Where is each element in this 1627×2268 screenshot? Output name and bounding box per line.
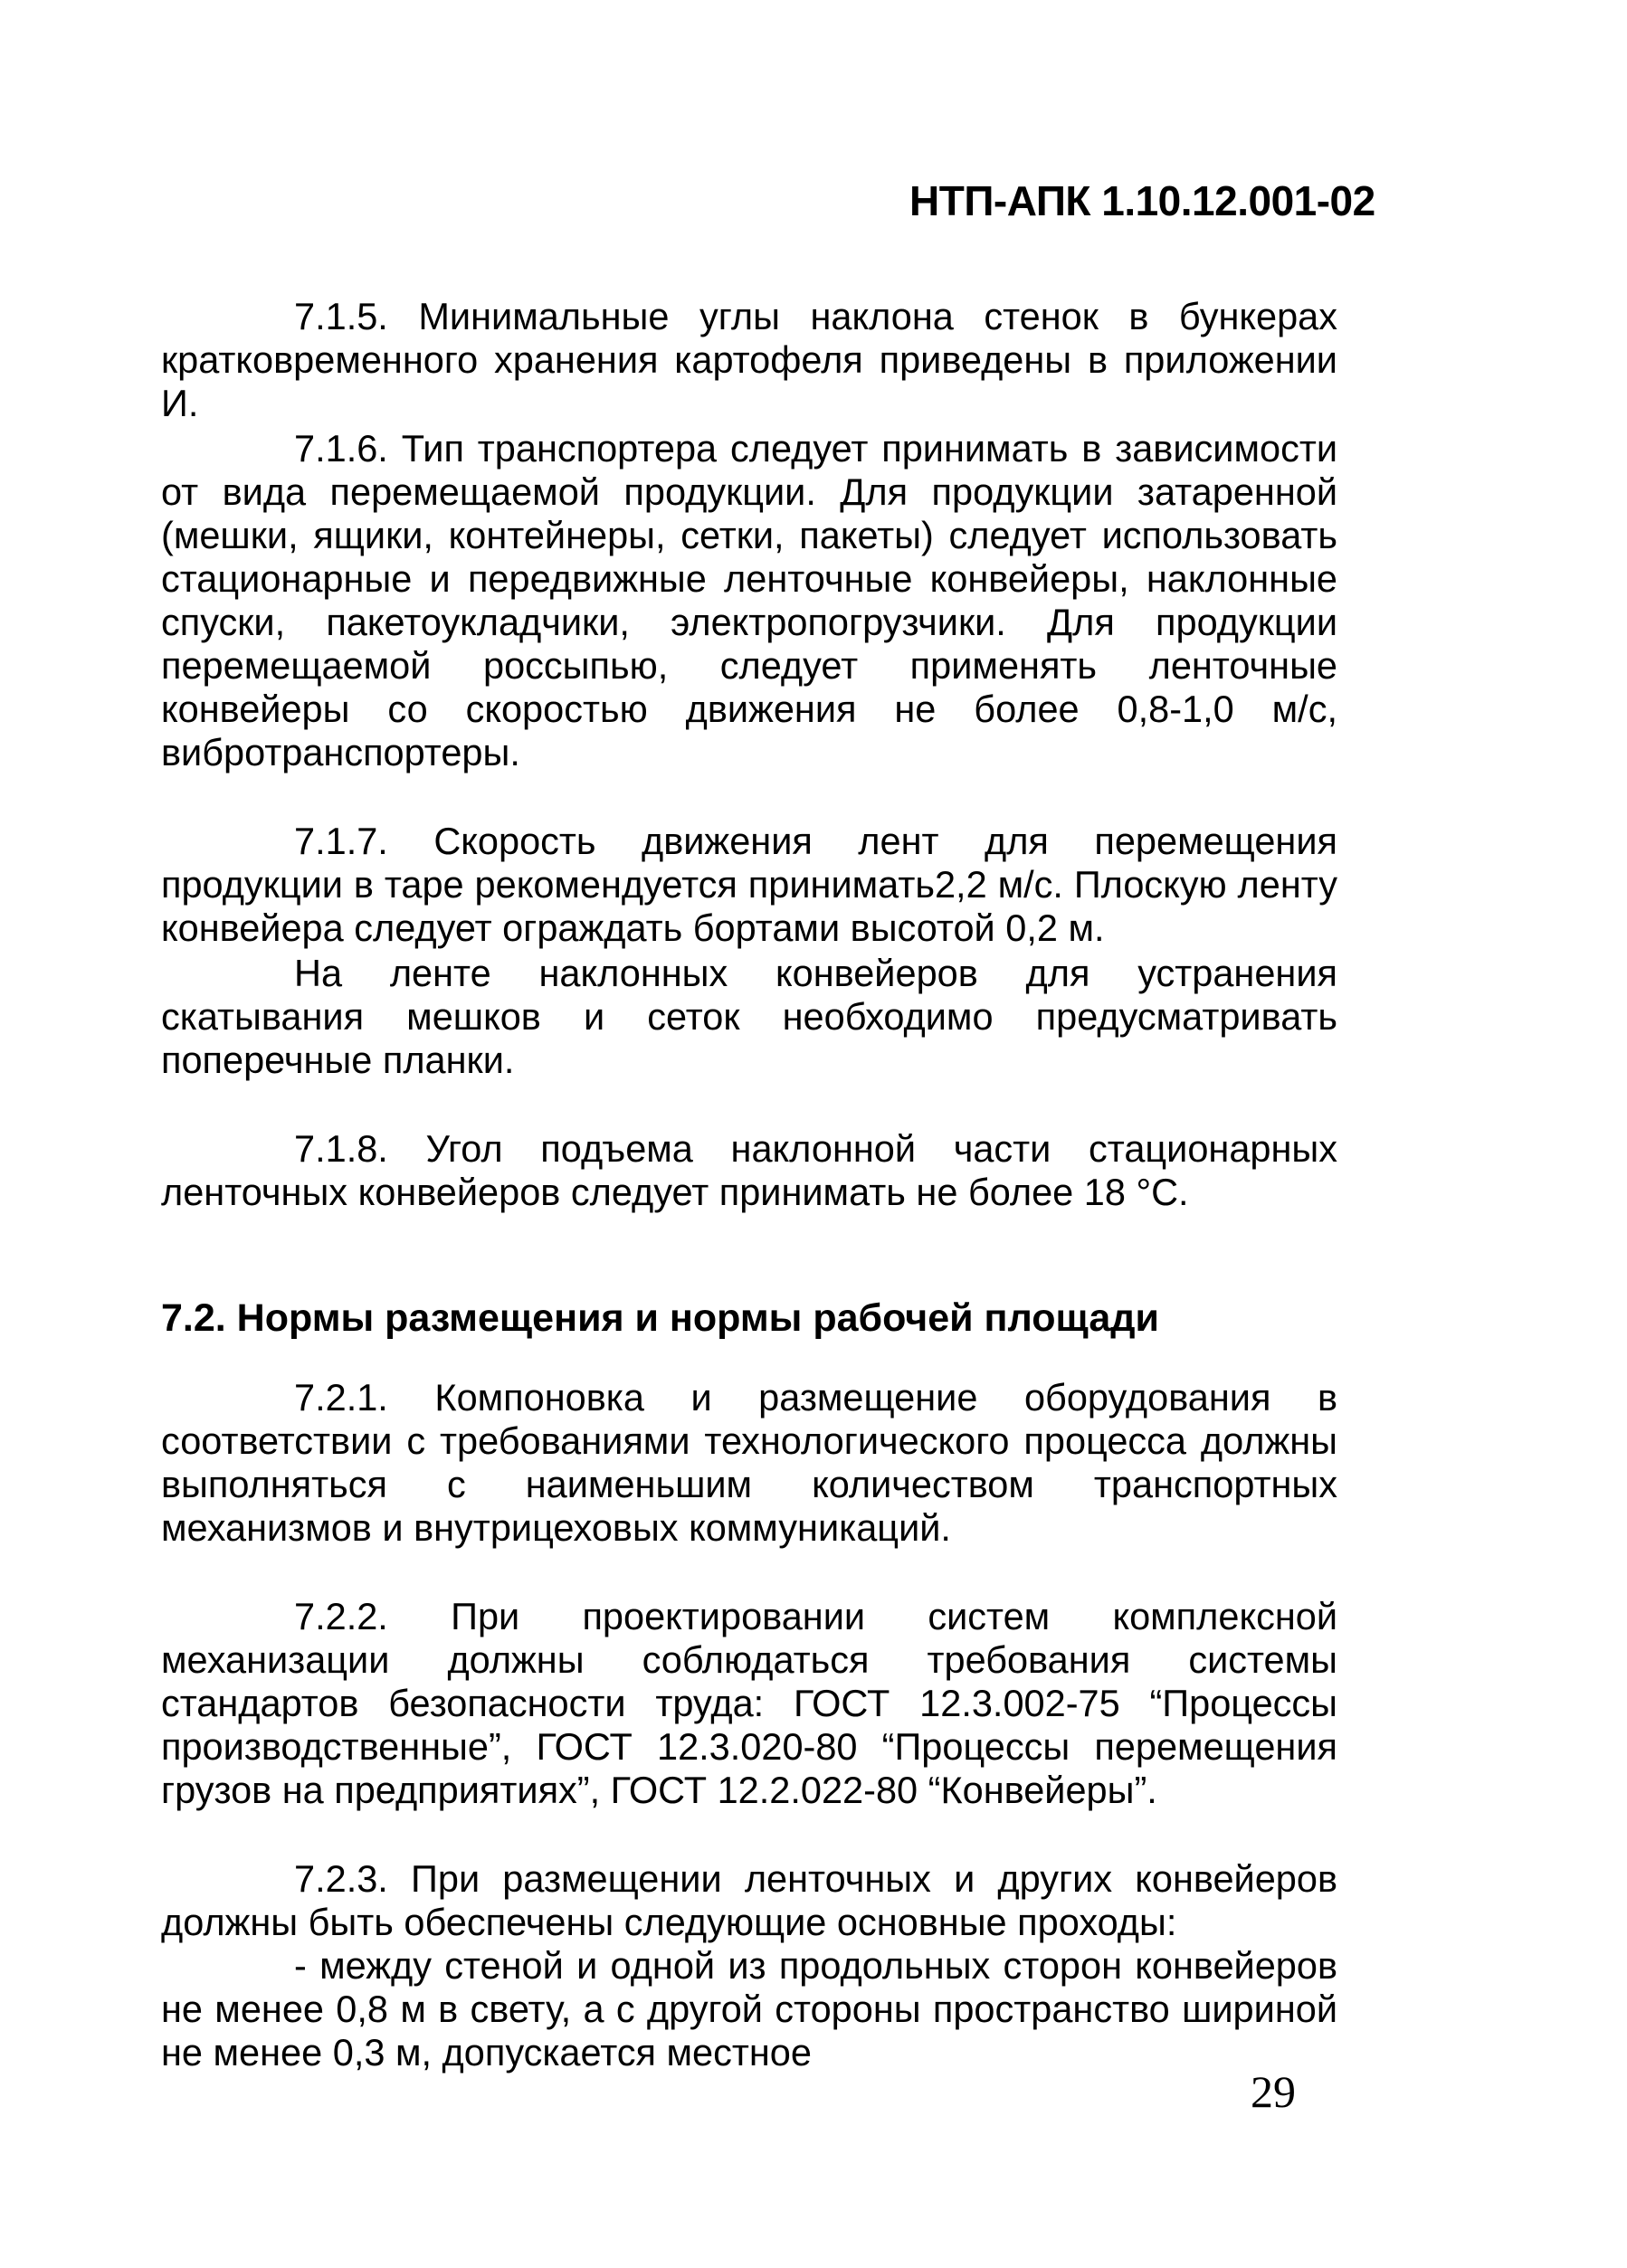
clause-text: Угол подъема наклонной части стационарных ленточных конвейеров следует принимать не более 18 °С. <box>161 1127 1338 1213</box>
clause-number: 7.1.6. <box>294 427 388 470</box>
clause-text: Компоновка и размещение оборудования в соответствии с требованиями технологического процесса должны выполняться с наименьшим количеством транспортных механизмов и внутрицеховых коммуникаций. <box>161 1376 1338 1549</box>
clause-7-2-1 <box>161 1376 1337 1550</box>
clause-number: 7.1.7. <box>294 820 388 862</box>
clause-7-1-5 <box>161 295 1337 425</box>
clause-7-2-3-item <box>161 1944 1337 2074</box>
clause-7-1-7 <box>161 820 1337 950</box>
clause-7-1-8 <box>161 1127 1337 1214</box>
clause-text: Тип транспортера следует принимать в зависимости от вида перемещаемой продукции. Для продукции затаренной (мешки, ящики, контейнеры, сетки, пакеты) следует использовать стационарные и передвижные ленточные конвейеры, наклонные спуски, пакетоукладчики, электропогрузчики. Для продукции перемещаемой россыпью, следует применять ленточные конвейеры со скоростью движения не более 0,8-1,0 м/с, вибротранспортеры. <box>161 427 1338 773</box>
clause-text: Минимальные углы наклона стенок в бункерах кратковременного хранения картофеля приведены в приложении И. <box>161 295 1338 424</box>
clause-text: ленте наклонных конвейеров для устранения скатывания мешков и сеток необходимо предусматривать поперечные планки. <box>161 952 1337 1081</box>
section-7-2-text <box>161 1376 1337 2074</box>
clause-text: При проектировании систем комплексной механизации должны соблюдаться требования системы стандартов безопасности труда: ГОСТ 12.3.002-75 “Процессы производственные”, ГОСТ 12.3.020-80 “Процессы перемещения грузов на предприятиях”, ГОСТ 12.2.022-80 “Конвейеры”. <box>161 1595 1337 1811</box>
clause-number: 7.2.1. <box>294 1376 388 1419</box>
section-7-1-text <box>161 295 1337 1214</box>
clause-7-1-7-continued <box>161 952 1337 1082</box>
clause-7-2-2 <box>161 1595 1337 1812</box>
clause-number: 7.1.8. <box>294 1127 388 1170</box>
clause-text: между стеной и одной из продольных сторон конвейеров не менее 0,8 м в свету, а с другой стороны пространство шириной не менее 0,3 м, допускается местное <box>161 1944 1338 2073</box>
clause-7-2-3 <box>161 1857 1337 1944</box>
clause-lead: - <box>294 1944 307 1987</box>
document-code: НТП-АПК 1.10.12.001-02 <box>909 177 1375 224</box>
clause-lead: На <box>294 952 343 994</box>
clause-number: 7.2.3. <box>294 1857 388 1900</box>
section-heading: 7.2. Нормы размещения и нормы рабочей площади <box>161 1296 1159 1340</box>
clause-number: 7.2.2. <box>294 1595 388 1637</box>
clause-number: 7.1.5. <box>294 295 388 337</box>
clause-text: Скорость движения лент для перемещения продукции в таре рекомендуется принимать2,2 м/с. Плоскую ленту конвейера следует ограждать бортами высотой 0,2 м. <box>161 820 1338 949</box>
clause-7-1-6 <box>161 427 1337 774</box>
page-number: 29 <box>1251 2066 1296 2117</box>
clause-text: При размещении ленточных и других конвейеров должны быть обеспечены следующие основные проходы: <box>161 1857 1337 1943</box>
